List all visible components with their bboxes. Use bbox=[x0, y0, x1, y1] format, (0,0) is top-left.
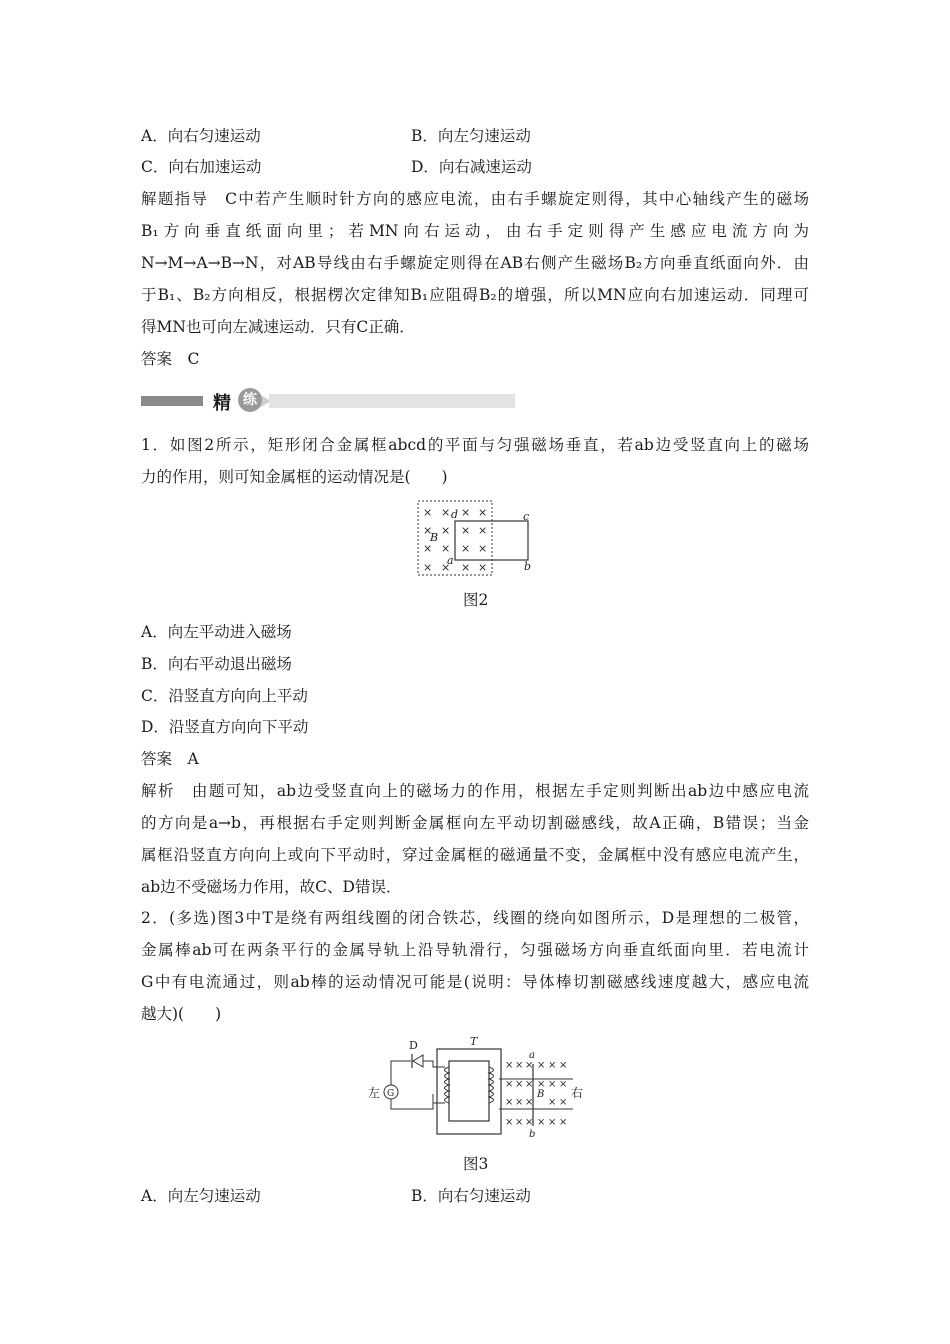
label-right: 右 bbox=[571, 1086, 584, 1100]
svg-text:×: × bbox=[537, 1117, 546, 1128]
section-title: 精 bbox=[213, 393, 231, 414]
q2-line-1: 2．(多选)图3中T是绕有两组线圈的闭合铁芯，线圈的绕向如图所示，D是理想的二极管， bbox=[141, 909, 809, 927]
section-bar-left bbox=[141, 396, 203, 406]
q1-option-a: A．向左平动进入磁场 bbox=[141, 623, 292, 641]
svg-text:×: × bbox=[505, 1060, 514, 1071]
q2-option-a: A．向左匀速运动 bbox=[141, 1187, 261, 1205]
guide-line-4: 于B₁、B₂方向相反，根据楞次定律知B₁应阻碍B₂的增强，所以MN应向右加速运动．同理可 bbox=[141, 286, 809, 304]
figure-3 bbox=[365, 1034, 587, 1142]
label-d: d bbox=[451, 508, 459, 521]
q1-option-d: D．沿竖直方向向下平动 bbox=[141, 718, 309, 736]
svg-text:×: × bbox=[441, 506, 451, 519]
q1-analysis-line-1: 解析 由题可知，ab边受竖直向上的磁场力的作用，根据左手定则判断出ab边中感应电流 bbox=[141, 782, 809, 800]
q2-option-b: B．向右匀速运动 bbox=[411, 1187, 531, 1205]
label-a: a bbox=[447, 554, 454, 567]
svg-text:×: × bbox=[461, 506, 471, 519]
svg-text:×: × bbox=[559, 1097, 568, 1108]
svg-text:×: × bbox=[537, 1079, 546, 1090]
svg-text:×: × bbox=[537, 1060, 546, 1071]
figure-3-caption: 图3 bbox=[463, 1155, 489, 1173]
label-B: B bbox=[430, 531, 439, 544]
right-coil bbox=[489, 1067, 494, 1103]
option-c: C．向右加速运动 bbox=[141, 158, 262, 176]
svg-text:×: × bbox=[525, 1117, 534, 1128]
q2-line-3: G中有电流通过，则ab棒的运动情况可能是(说明：导体棒切割磁感线速度越大，感应电流 bbox=[141, 973, 809, 991]
svg-text:×: × bbox=[548, 1097, 557, 1108]
label-B: B bbox=[537, 1089, 545, 1100]
q1-line-2: 力的作用，则可知金属框的运动情况是( ) bbox=[141, 468, 448, 486]
svg-text:×: × bbox=[548, 1079, 557, 1090]
label-c: c bbox=[523, 510, 530, 523]
guide-line-2: B₁方向垂直纸面向里；若MN向右运动，由右手定则得产生感应电流方向为 bbox=[141, 222, 809, 240]
q1-line-1: 1．如图2所示，矩形闭合金属框abcd的平面与匀强磁场垂直，若ab边受竖直向上的磁场 bbox=[141, 436, 809, 454]
svg-text:×: × bbox=[478, 542, 488, 555]
guide-line-3: N→M→A→B→N，对AB导线由右手螺旋定则得在AB右侧产生磁场B₂方向垂直纸面向外．由 bbox=[141, 254, 809, 272]
svg-text:×: × bbox=[505, 1097, 514, 1108]
svg-text:×: × bbox=[441, 524, 451, 537]
svg-text:×: × bbox=[423, 561, 433, 574]
svg-text:×: × bbox=[461, 542, 471, 555]
svg-text:×: × bbox=[423, 506, 433, 519]
svg-text:×: × bbox=[478, 561, 488, 574]
q1-option-b: B．向右平动退出磁场 bbox=[141, 655, 292, 673]
svg-text:×: × bbox=[525, 1060, 534, 1071]
svg-text:×: × bbox=[548, 1117, 557, 1128]
svg-text:×: × bbox=[441, 542, 451, 555]
figure-2 bbox=[410, 496, 544, 580]
label-b: b bbox=[529, 1129, 536, 1140]
q2-line-2: 金属棒ab可在两条平行的金属导轨上沿导轨滑行，匀强磁场方向垂直纸面向里．若电流计 bbox=[141, 941, 809, 959]
label-b: b bbox=[524, 560, 532, 573]
svg-text:×: × bbox=[559, 1117, 568, 1128]
svg-text:×: × bbox=[423, 542, 433, 555]
q1-answer: 答案 A bbox=[141, 750, 199, 768]
guide-answer: 答案 C bbox=[141, 350, 200, 368]
section-bar-right bbox=[269, 394, 515, 408]
guide-line-1: 解题指导 C中若产生顺时针方向的感应电流，由右手螺旋定则得，其中心轴线产生的磁场 bbox=[141, 190, 809, 208]
diode-icon bbox=[412, 1054, 423, 1068]
svg-text:×: × bbox=[515, 1079, 524, 1090]
q1-analysis-line-2: 的方向是a→b，再根据右手定则判断金属框向左平动切割磁感线，故A正确，B错误；当金 bbox=[141, 814, 809, 832]
label-left: 左 bbox=[368, 1086, 381, 1100]
label-D: D bbox=[409, 1039, 418, 1052]
iron-core-inner bbox=[449, 1061, 489, 1121]
guide-line-5: 得MN也可向左减速运动．只有C正确． bbox=[141, 318, 415, 336]
label-T: T bbox=[470, 1035, 478, 1048]
q2-line-4: 越大)( ) bbox=[141, 1005, 222, 1023]
svg-text:×: × bbox=[478, 524, 488, 537]
q1-analysis-line-3: 属框沿竖直方向向上或向下平动时，穿过金属框的磁通量不变，金属框中没有感应电流产生， bbox=[141, 846, 809, 864]
left-coil bbox=[445, 1067, 450, 1103]
svg-text:×: × bbox=[478, 506, 488, 519]
svg-text:×: × bbox=[461, 561, 471, 574]
option-b: B．向左匀速运动 bbox=[411, 127, 531, 145]
q1-analysis-line-4: ab边不受磁场力作用，故C、D错误． bbox=[141, 878, 402, 896]
option-a: A．向右匀速运动 bbox=[141, 127, 261, 145]
svg-text:×: × bbox=[461, 524, 471, 537]
label-G: G bbox=[387, 1089, 395, 1099]
svg-text:×: × bbox=[559, 1060, 568, 1071]
section-badge: 练 bbox=[238, 388, 262, 412]
svg-text:×: × bbox=[441, 561, 451, 574]
svg-text:×: × bbox=[515, 1097, 524, 1108]
svg-text:×: × bbox=[559, 1079, 568, 1090]
figure-2-caption: 图2 bbox=[463, 591, 489, 609]
option-d: D．向右减速运动 bbox=[411, 158, 532, 176]
svg-text:×: × bbox=[505, 1079, 514, 1090]
section-header bbox=[141, 388, 515, 414]
svg-text:×: × bbox=[525, 1097, 534, 1108]
svg-text:×: × bbox=[515, 1060, 524, 1071]
svg-text:×: × bbox=[505, 1117, 514, 1128]
svg-text:×: × bbox=[515, 1117, 524, 1128]
svg-text:×: × bbox=[525, 1079, 534, 1090]
svg-text:×: × bbox=[548, 1060, 557, 1071]
label-a: a bbox=[529, 1050, 535, 1061]
q1-option-c: C．沿竖直方向向上平动 bbox=[141, 687, 308, 705]
svg-text:×: × bbox=[423, 524, 433, 537]
